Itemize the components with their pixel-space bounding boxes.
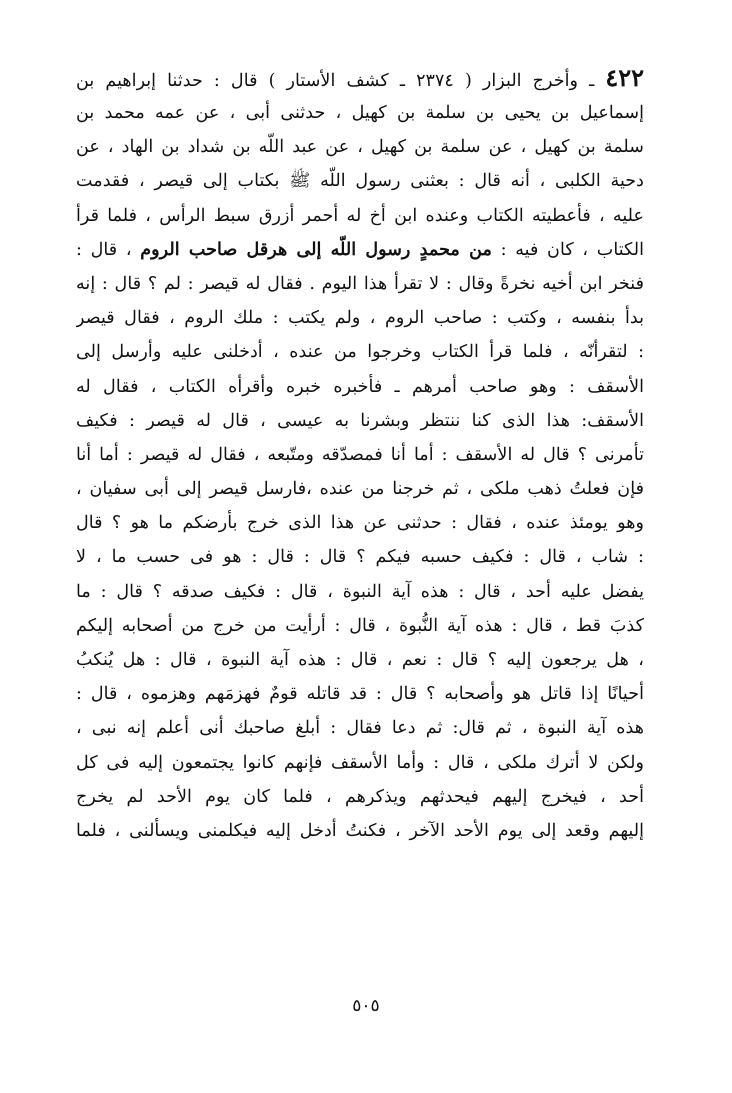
text-line-3: سلمة بن كهيل ، عن سلمة بن كهيل ، عن عبد اللّه بن شداد بن الهاد ، عن	[76, 137, 644, 158]
text-line-7: فنخر ابن أخيه نخرةً وقال : لا تقرأ هذا اليوم . فقال له قيصر : لم ؟ قال : إنه	[76, 273, 644, 294]
text-line-21: ولكن لا أترك ملكى ، قال : وأما الأسقف فإنهم كانوا يجتمعون إليه فى كل	[76, 752, 644, 773]
text-line-10: الأسقف : وهو صاحب أمرهم ـ فأخبره خبره وأقرأه الكتاب ، فقال له	[76, 376, 644, 397]
text-line-19: أحيانًا إذا قاتل هو وأصحابه ؟ قال : قد قاتله قومٌ فهزمَهم وهزموه ، قال :	[76, 684, 644, 705]
text-line-1	[76, 60, 644, 96]
text-line-22: أحد ، فيخرج إليهم فيحدثهم ويذكرهم ، فلما كان يوم الأحد لم يخرج	[76, 786, 644, 807]
text-line-15: : شاب ، قال : فكيف حسبه فيكم ؟ قال : قال : هو فى حسب ما ، لا	[76, 547, 644, 568]
line-6-post: ، قال :	[76, 239, 141, 260]
text-line-14: وهو يومئذ عنده ، فقال : حدثنى عن هذا الذى خرج بأرضكم ما هو ؟ قال	[76, 513, 644, 534]
text-line-13: فإن فعلتُ ذهب ملكى ، ثم خرجنا من عنده ،فارسل قيصر إلى أبى سفيان ،	[76, 479, 644, 500]
text-line-2: إسماعيل بن يحيى بن سلمة بن كهيل ، حدثنى أبى ، عن عمه محمد بن	[76, 103, 644, 123]
text-line-6	[76, 233, 644, 267]
text-line-4: دحية الكلبى ، أنه قال : بعثنى رسول اللّه ﷺ بكتاب إلى قيصر ، فقدمت	[76, 171, 644, 192]
text-line-12: تأمرنى ؟ قال له الأسقف : أما أنا فمصدّقه ومتّبعه ، فقال له قيصر : أما أنا	[76, 444, 644, 465]
text-line-9: : لتقرأنّه ، فلما قرأ الكتاب وخرجوا من عنده ، أدخلنى عليه وأرسل إلى	[76, 342, 644, 363]
page-body	[76, 60, 644, 848]
text-line-18: ، هل يرجعون إليه ؟ قال : نعم ، قال : هذه آية النبوة ، قال : هل يُنكبُ	[76, 650, 644, 670]
hadith-number: ٤٢٢	[605, 63, 644, 92]
line-1-text: ـ وأخرج البزار ( ٢٣٧٤ ـ كشف الأستار ) قال : حدثنا إبراهيم بن	[76, 71, 606, 91]
page-number: ٥٠٥	[352, 996, 380, 1016]
line-6-pre: الكتاب ، كان فيه :	[491, 239, 644, 260]
text-line-16: يفضل عليه أحد ، قال : هذه آية النبوة ، قال : فكيف صدقه ؟ قال : ما	[76, 581, 644, 602]
text-line-8: بدأ بنفسه ، وكتب : صاحب الروم ، ولم يكتب : ملك الروم ، فقال قيصر	[76, 308, 644, 329]
text-line-11: الأسقف: هذا الذى كنا ننتظر وبشرنا به عيسى ، قال له قيصر : فكيف	[76, 410, 644, 431]
text-line-17: كذبَ قط ، قال : هذه آية النُّبوة ، قال : أرأيت من خرج من أصحابه إليكم	[76, 615, 644, 636]
text-line-5: عليه ، فأعطيته الكتاب وعنده ابن أخ له أحمر أزرق سبط الرأس ، فلما قرأ	[76, 205, 644, 226]
text-line-20: هذه آية النبوة ، ثم قال: ثم دعا فقال : أبلغ صاحبك أنى أعلم إنه نبى ،	[76, 718, 644, 739]
text-line-23: إليهم وقعد إلى يوم الأحد الآخر ، فكنتُ أدخل إليه فيكلمنى ويسألنى ، فلما	[76, 820, 644, 841]
letter-address-bold: من محمدٍ رسول اللّه إلى هرقل صاحب الروم	[140, 238, 492, 260]
